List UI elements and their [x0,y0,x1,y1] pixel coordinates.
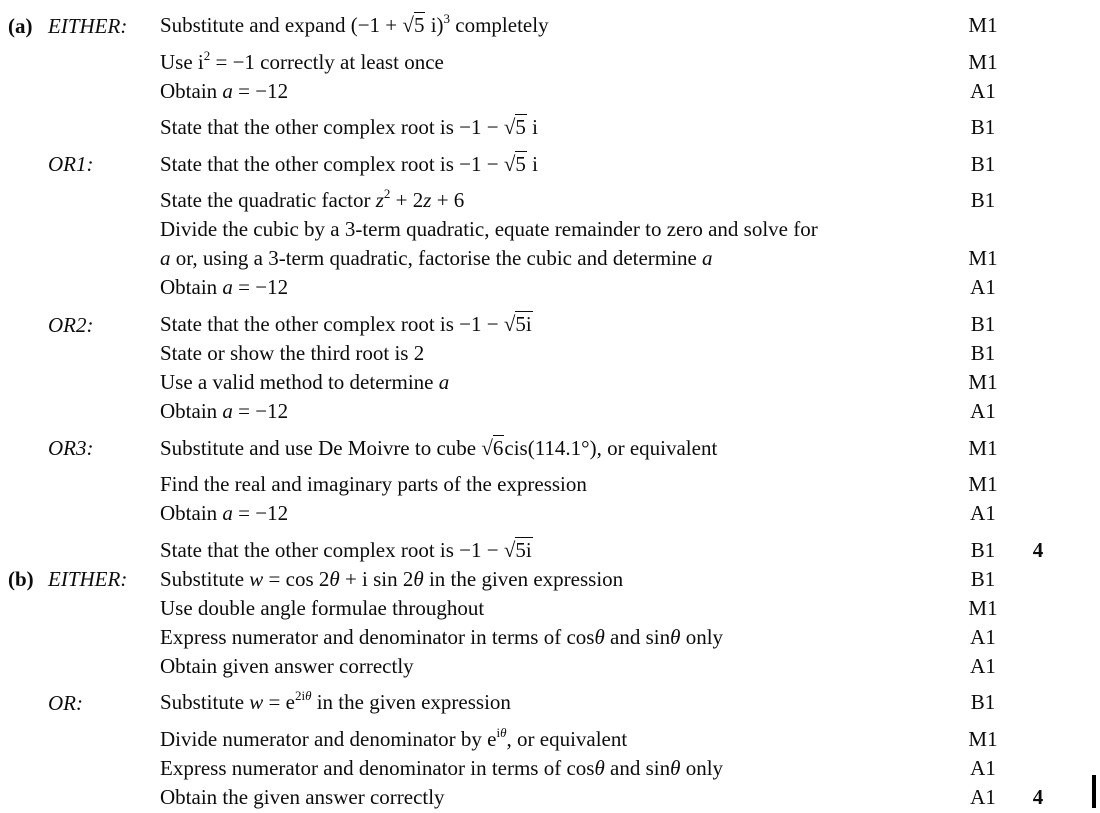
mark-scheme-row [8,427,1100,464]
mark-scheme-row [8,623,1100,652]
mark-scheme-row [8,340,1100,369]
mark-scheme-row [8,245,1100,274]
criterion-text: Obtain the given answer correctly [160,785,445,810]
mark-scheme-row [8,106,1100,143]
page-edge-line [1092,775,1096,808]
method-label: OR1: [48,152,94,177]
mark-scheme-row [8,681,1100,718]
part-total: 4 [1032,537,1044,562]
criterion-text: Substitute and use De Moivre to cube √ 6cis(114.1°), or equivalent [160,436,953,462]
criterion-text: Substitute $w = e^{2i\theta}$ in the given expression [160,688,511,715]
mark-scheme-row [8,274,1100,303]
mark-code: M1 [968,246,998,271]
mark-code: A1 [970,501,996,526]
radical-expression: √ 5 [504,114,527,139]
mark-code: M1 [968,472,998,497]
criterion-text: State or show the third root is 2 [160,341,425,366]
mark-scheme-row [8,179,1100,216]
radical-expression: √ 5 [402,12,425,37]
mark-scheme-row [8,500,1100,529]
criterion-text: State the quadratic factor $z^2 + 2z + 6$ [160,186,465,213]
method-label: OR: [48,691,83,716]
mark-code: B1 [970,115,996,140]
radical-expression: √ 6 [481,435,504,460]
mark-scheme-row [8,463,1100,500]
superscript: 2 [203,47,211,63]
mark-code: M1 [968,727,998,752]
criterion-text: Obtain a = −12 [160,275,289,300]
mark-code: M1 [968,49,998,74]
criterion-text: Obtain a = −12 [160,399,289,424]
radical-expression: √ 5i [504,311,533,336]
criterion-text: Substitute w = cos 2θ + i sin 2θ in the given expression [160,566,624,591]
mark-scheme-row [8,529,1100,566]
superscript: i [496,725,501,741]
mark-scheme-row [8,77,1100,106]
mark-scheme-row [8,369,1100,398]
method-label: OR3: [48,436,94,461]
criterion-text: Use $i^2 = -1$ correctly at least once [160,47,444,74]
mark-scheme-row [8,652,1100,681]
mark-code: B1 [970,566,996,591]
criterion-text: Find the real and imaginary parts of the expression [160,472,587,497]
criterion-text: Substitute and expand (−1 + √ 5 i)$^3$ completely [160,13,953,39]
mark-code: B1 [970,341,996,366]
mark-code: B1 [970,188,996,213]
mark-code: M1 [968,435,998,460]
superscript: θ [305,688,312,704]
criterion-text: State that the other complex root is −1 − √ 5i [160,312,953,338]
mark-code: B1 [970,690,996,715]
mark-code: B1 [970,537,996,562]
mark-code: A1 [970,785,996,810]
mark-scheme-row [8,216,1100,245]
mark-code: A1 [970,275,996,300]
criterion-text: Use double angle formulae throughout [160,595,485,620]
superscript: 3 [443,11,451,26]
criterion-text: State that the other complex root is −1 − √ 5 i [160,115,953,141]
criterion-text: State that the other complex root is −1 − √ 5i [160,538,953,564]
criterion-text: a or, using a 3-term quadratic, factorise the cubic and determine a [160,246,713,271]
criterion-text: Obtain a = −12 [160,78,289,103]
mark-scheme-row [8,41,1100,78]
mark-code: A1 [970,756,996,781]
part-total: 4 [1032,785,1044,810]
criterion-text: Obtain a = −12 [160,501,289,526]
radical-expression: √ 5i [504,537,533,562]
mark-code: A1 [970,399,996,424]
mark-scheme-row [8,755,1100,784]
mark-scheme-row [8,565,1100,594]
mark-scheme-row [8,143,1100,180]
mark-code: M1 [968,13,998,37]
mark-code: B1 [970,151,996,176]
method-label: EITHER: [48,567,128,592]
part-label: (a) [8,13,33,38]
mark-code: B1 [970,312,996,337]
mark-scheme-row [8,718,1100,755]
mark-scheme-row [8,303,1100,340]
method-label: OR2: [48,312,94,337]
method-label: EITHER: [48,13,128,38]
criterion-text: Obtain given answer correctly [160,653,414,678]
mark-scheme-row [8,784,1100,813]
criterion-text: State that the other complex root is −1 − √ 5 i [160,152,953,178]
superscript: 2 [383,186,391,202]
criterion-text: Express numerator and denominator in terms of cosθ and sinθ only [160,624,724,649]
superscript: 2i [294,688,306,704]
mark-code: M1 [968,370,998,395]
criterion-text: Use a valid method to determine a [160,370,450,395]
mark-scheme-row [8,594,1100,623]
mark-code: A1 [970,653,996,678]
mark-code: A1 [970,624,996,649]
mark-scheme-row [8,398,1100,427]
criterion-text: Express numerator and denominator in terms of cosθ and sinθ only [160,756,724,781]
mark-code: A1 [970,78,996,103]
mark-code: M1 [968,595,998,620]
part-label: (b) [8,567,34,592]
criterion-text: Divide the cubic by a 3-term quadratic, equate remainder to zero and solve for [160,217,818,242]
superscript: θ [500,725,507,741]
radical-expression: √ 5 [504,151,527,176]
criterion-text: Divide numerator and denominator by $e^{i\theta}$, or equivalent [160,725,628,752]
mark-scheme-row [8,4,1100,41]
